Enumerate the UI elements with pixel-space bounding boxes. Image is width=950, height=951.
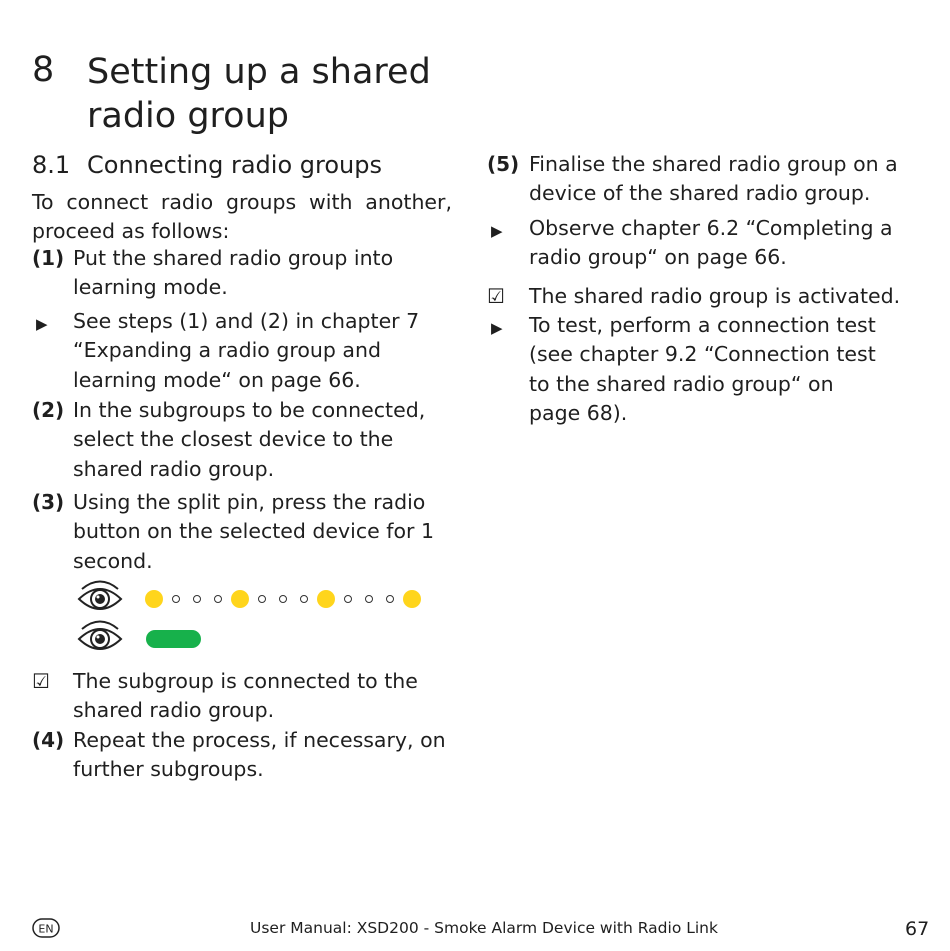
step-5-marker: (5) (487, 152, 520, 176)
bullet-2-text: Observe chapter 6.2 “Completing a radio group“ on page 66. (529, 216, 893, 270)
arrow-bullet-icon: ▶ (36, 315, 48, 333)
led-pause-dot (258, 595, 266, 603)
led-blink-yellow (145, 590, 163, 608)
section-number: 8.1 (32, 151, 71, 179)
step-3-text: Using the split pin, press the radio button on the selected device for 1 second. (73, 490, 434, 573)
led-pause-dot (365, 595, 373, 603)
step-1-marker: (1) (32, 246, 65, 270)
chapter-number: 8 (32, 50, 55, 90)
step-2-marker: (2) (32, 398, 65, 422)
bullet-1-text: See steps (1) and (2) in chapter 7 “Expanding a radio group and learning mode“ on page 66. (73, 309, 420, 392)
check-box-icon: ☑ (487, 284, 505, 308)
led-blink-yellow (231, 590, 249, 608)
page-number: 67 (905, 918, 930, 940)
led-pause-dot (386, 595, 394, 603)
bullet-3-text: To test, perform a connection test (see chapter 9.2 “Connection test to the shared radio group“ on page 68). (529, 313, 876, 425)
led-pause-dot (172, 595, 180, 603)
eye-icon (76, 580, 124, 616)
section-title: Connecting radio groups (87, 151, 382, 179)
step-2-text: In the subgroups to be connected, select the closest device to the shared radio group. (73, 398, 426, 481)
footer-title: User Manual: XSD200 - Smoke Alarm Device with Radio Link (250, 919, 718, 937)
language-badge-icon (32, 918, 60, 938)
led-blink-yellow (317, 590, 335, 608)
arrow-bullet-icon: ▶ (491, 222, 503, 240)
arrow-bullet-icon: ▶ (491, 319, 503, 337)
chapter-title: Setting up a shared radio group (87, 52, 431, 136)
eye-icon (76, 620, 124, 656)
step-1-text: Put the shared radio group into learning mode. (73, 246, 394, 300)
result-1-text: The subgroup is connected to the shared radio group. (73, 669, 418, 723)
step-4-marker: (4) (32, 728, 65, 752)
svg-text:EN: EN (38, 922, 54, 936)
led-blink-yellow (403, 590, 421, 608)
led-pause-dot (279, 595, 287, 603)
result-2-text: The shared radio group is activated. (529, 284, 901, 308)
led-pause-dot (344, 595, 352, 603)
check-box-icon: ☑ (32, 669, 50, 693)
led-pause-dot (193, 595, 201, 603)
step-4-text: Repeat the process, if necessary, on further subgroups. (73, 728, 446, 782)
step-3-marker: (3) (32, 490, 65, 514)
led-pause-dot (300, 595, 308, 603)
intro-text: To connect radio groups with another, proceed as follows: (32, 190, 452, 244)
led-pause-dot (214, 595, 222, 603)
step-5-text: Finalise the shared radio group on a device of the shared radio group. (529, 152, 898, 206)
led-steady-green (146, 630, 201, 648)
